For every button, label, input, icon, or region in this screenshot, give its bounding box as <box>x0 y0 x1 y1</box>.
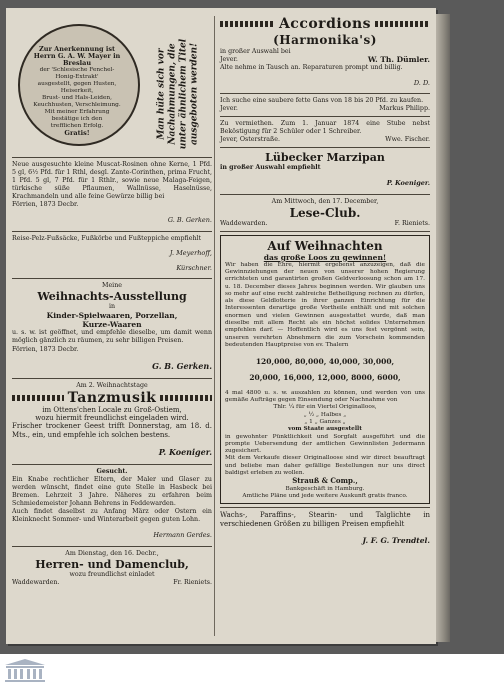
stamp-head: Zur Anerkennung ist Herrn G. A. W. Mayer in Breslau <box>33 45 121 67</box>
geese-city: Jever. <box>220 105 238 113</box>
lottery-firm: Strauß & Comp., <box>292 476 358 486</box>
divider <box>220 147 430 148</box>
stamp-advert <box>12 16 212 154</box>
ornament-rule <box>12 395 64 401</box>
right-column <box>220 16 430 552</box>
exhibition-signature: G. B. Gerken. <box>152 360 212 371</box>
wax-text: Wachs-, Paraffins-, Stearin- und Talglichte in verschiedenen Größen zu billigen Preisen empfiehlt <box>220 511 430 529</box>
raisins-signature: G. B. Gerken. <box>167 216 212 225</box>
geese-signature: Markus Philipp. <box>379 105 430 113</box>
divider <box>12 231 212 232</box>
footwarmer-advert <box>12 235 212 272</box>
accordion-signature: W. Th. Dümler. <box>367 55 430 65</box>
wax-signature: J. F. G. Trendtel. <box>362 535 430 545</box>
divider <box>220 231 430 232</box>
footwarmer-signature: J. Meyerhoff, <box>169 249 212 258</box>
accordion-city: Jever. <box>220 56 238 64</box>
accordion-advert <box>220 16 430 87</box>
marzipan-text: in großer Auswahl empfiehlt <box>220 164 321 172</box>
exhibition-sub3: Kurze-Waaren <box>82 320 142 330</box>
dance-text2: wozu hiermit freundlichst eingeladen wird. <box>35 413 189 422</box>
wanted-advert <box>12 468 212 539</box>
exhibition-text: u. s. w. ist geöffnet, und empfehle dieselbe, um damit wenn möglich gänzlich zu räumen, zu sehr billigen Preisen. <box>12 329 212 345</box>
lottery-title: Auf Weihnachten <box>267 238 383 253</box>
lottery-ticket: „ 1 „ Ganzes „ <box>304 418 346 425</box>
stamp-line: Brust- und Hals-Leiden, <box>41 95 113 101</box>
exhibition-sub1: in <box>108 303 116 311</box>
lottery-ticket: Thlr. ¼ für ein Viertel Originalloos, <box>273 404 377 411</box>
page-edge <box>436 14 450 642</box>
footwarmer-text: Reise-Pelz-Fußsäcke, Fußkörbe und Fußteppiche empfiehlt <box>12 234 202 242</box>
lottery-text2: in gewohnter Pünktlichkeit und Sorgfalt ausgeführt und die prompte Uebersendung der amtlichen Gewinnlisten Jedermann zugesichert. <box>225 433 425 455</box>
dance-pre: Am 2. Weihnachtstage <box>76 381 148 389</box>
marzipan-advert <box>220 151 430 187</box>
club-advert <box>12 550 212 587</box>
club-footer <box>12 579 212 587</box>
library-logo-icon <box>3 657 47 683</box>
raisins-place: Förrien, 1873 Decbr. <box>12 201 79 209</box>
stamp-line: Keuchhusten, Verschleimung. <box>33 102 121 108</box>
wanted-head: Gesucht. <box>96 467 128 475</box>
stamp-text <box>30 46 124 137</box>
accordion-signrow <box>220 56 430 64</box>
divider <box>220 93 430 94</box>
exhibition-pre: Meine <box>102 282 122 290</box>
lottery-text3: Mit dem Verkaufe dieser Originalloose sind wir direct beauftragt und beliebe man daher gefällige Bestellungen nur uns direct baldigst erleben zu wollen. <box>225 455 425 476</box>
dance-advert <box>12 382 212 456</box>
club-text: wozu freundlichst einladet <box>69 570 155 578</box>
divider <box>12 546 212 547</box>
vertical-warning-text: Man hüte sich vor Nachahmungen, die unter ähnlichem Titel ausgeboten werden! <box>156 38 200 150</box>
leseclub-place: Waddewarden. <box>220 219 268 227</box>
accordion-text1: in großer Auswahl bei <box>220 48 291 55</box>
lottery-ticket: „ ½ „ Halbes „ <box>303 411 347 418</box>
leseclub-pre: Am Mittwoch, den 17. December, <box>271 197 379 205</box>
raisins-advert <box>12 161 212 224</box>
rent-advert <box>220 120 430 144</box>
lottery-text: Wir haben die Ehre, hiermit ergebenst anzuzeigen, daß die Gewinnziehungen der neuen von unserer hohen Regierung errichteten und garantirten großen Geldverloosung schon am 17. u. 18. December dieses Jahres beginnen werden. Wir glauben uns so mehr auf eine recht zahlreiche Betheiligung rechnen zu dürfen, als diese Geldlotterie in ihrer ganzen Einrichtung für die Interessenten derartige große Vortheile enthält und mit solchen enormen und vielen Gewinnen ausgestattet wurde, daß man dieselbe mit allem Recht als ein höchst solides Unternehmen empfehlen darf. — Hoffentlich wird es uns fest vergönnt sein, unseren verehrten Abnehmern die zum Vorschein kommenden bedeutenden Hauptpreise von ev. Thalern <box>225 261 425 348</box>
divider <box>220 194 430 195</box>
vertical-warning <box>146 22 208 150</box>
ornament-rule <box>160 395 212 401</box>
geese-signrow <box>220 105 430 113</box>
ornament-rule <box>375 21 430 27</box>
marzipan-title: Lübecker Marzipan <box>265 151 385 165</box>
stamp-line: ausgestellt, gegen Husten, Heiserkeit, <box>37 81 117 94</box>
geese-text: Ich suche eine saubere fette Gans von 18 bis 20 Pfd. zu kaufen. <box>220 97 424 105</box>
accordion-text2: Alte nehme in Tausch an. Reparaturen prompt und billig. <box>220 64 403 72</box>
leseclub-title: Lese-Club. <box>289 205 361 220</box>
stamp-line: trefflichen Erfolg. <box>50 123 104 129</box>
rent-text: Zu vermiethen. Zum 1. Januar 1874 eine Stube nebst Beköstigung für 2 Schüler oder 1 Schreiber. <box>220 120 430 136</box>
dance-text1: im Ottens'chen Locale zu Groß-Ostiem, <box>42 405 182 414</box>
accordion-title: Accordions <box>278 16 372 32</box>
dance-title-row <box>12 390 212 406</box>
lottery-tickets-foot: vom Staate ausgestellt <box>288 426 362 433</box>
lottery-firm-city: Bankgeschäft in Hamburg. <box>285 485 365 492</box>
dance-title: Tanzmusik <box>67 389 157 406</box>
dance-text3: Frischer trockener Geest trifft Donnerstag, am 18. d. Mts., ein, und empfehle ich solchen bestens. <box>12 421 212 439</box>
lottery-foot: Amtliche Pläne und jede weitere Auskunft gratis franco. <box>242 493 408 500</box>
rent-place: Jever, Osterstraße. <box>220 136 280 144</box>
divider <box>12 157 212 158</box>
divider <box>220 507 430 508</box>
wanted-text: Ein Knabe rechtlicher Eltern, der Maler und Glaser zu werden wünscht, findet eine gute Stelle in Hasbeck bei Bremen. Lehrzeit 3 Jahre. Näheres zu erfahren beim Schmiedemeister Johann Behrens in Feddewarden. <box>12 476 212 508</box>
club-place: Waddewarden. <box>12 578 60 586</box>
divider <box>12 464 212 465</box>
column-divider <box>214 16 215 636</box>
exhibition-sub2: Kinder-Spielwaaren, Porzellan, <box>46 311 178 321</box>
club-title: Herren- und Damenclub, <box>35 557 189 571</box>
accordion-subtitle: (Harmonika's) <box>273 33 377 47</box>
divider <box>12 378 212 379</box>
club-pre: Am Dienstag, den 16. Decbr., <box>65 549 159 557</box>
lottery-prices3: 4 mal 4800 u. s. w. auszahlen zu können, und werden von uns gemäße Aufträge gegen Einsendung oder Nachnahme von <box>225 389 425 404</box>
lottery-subtitle: das große Loos zu gewinnen! <box>263 252 387 262</box>
exhibition-advert <box>12 282 212 369</box>
divider <box>12 278 212 279</box>
club-signature: Fr. Rieniets. <box>173 578 212 586</box>
left-column <box>12 16 212 587</box>
stamp-line: Mit meiner Erfahrung <box>44 109 110 115</box>
leseclub-signature: F. Rieniets. <box>394 219 430 227</box>
divider <box>220 116 430 117</box>
exhibition-place: Förrien, 1873 Decbr. <box>12 345 79 353</box>
exhibition-title: Weihnachts-Ausstellung <box>37 290 187 304</box>
rent-signature: Wwe. Fischer. <box>385 136 430 144</box>
wanted-text2: Auch findet daselbst zu Anfang März oder Ostern ein Kleinknecht Sommer- und Winterarbeit gegen guten Lohn. <box>12 508 212 524</box>
accordion-title-row <box>220 16 430 32</box>
rent-signrow <box>220 136 430 144</box>
accordion-initials: D. D. <box>413 78 430 87</box>
leseclub-footer <box>220 220 430 228</box>
stamp-line: bestätige ich den <box>51 116 103 122</box>
lottery-prices2: 20,000, 16,000, 12,000, 8000, 6000, <box>249 373 401 383</box>
geese-advert <box>220 97 430 113</box>
newspaper-page <box>6 8 436 644</box>
leseclub-advert <box>220 198 430 228</box>
ornament-rule <box>220 21 275 27</box>
dance-signature: P. Koeniger. <box>158 446 212 457</box>
stamp-foot: Gratis! <box>64 129 90 137</box>
lottery-prices1: 120,000, 80,000, 40,000, 30,000, <box>255 356 395 366</box>
lottery-advert <box>220 235 430 505</box>
footwarmer-trade: Kürschner. <box>176 263 212 272</box>
marzipan-signature: P. Koeniger. <box>386 179 430 188</box>
wanted-signature: Hermann Gerdes. <box>153 531 212 540</box>
raisins-text: Neue ausgesuchte kleine Muscat-Rosinen ohne Kerne, 1 Pfd. 5 gl, 6½ Pfd. für 1 Rthl, desgl. Zante-Corinthen, prima Frucht, 1 Pfd. 5 gl, 7 Pfd. für 1 Rthlr., sowie neue Malaga-Feigen, türkische süße Pflaumen, Wallnüsse, Haselnüsse, Krachmandeln und alle feine Gewürze billig bei <box>12 161 212 201</box>
stamp-line: der 'Schlesische Fenchel-Honig-Extrakt' <box>39 67 115 80</box>
wax-advert <box>220 511 430 545</box>
footer-bar <box>0 654 504 684</box>
stamp-graphic <box>12 16 144 146</box>
